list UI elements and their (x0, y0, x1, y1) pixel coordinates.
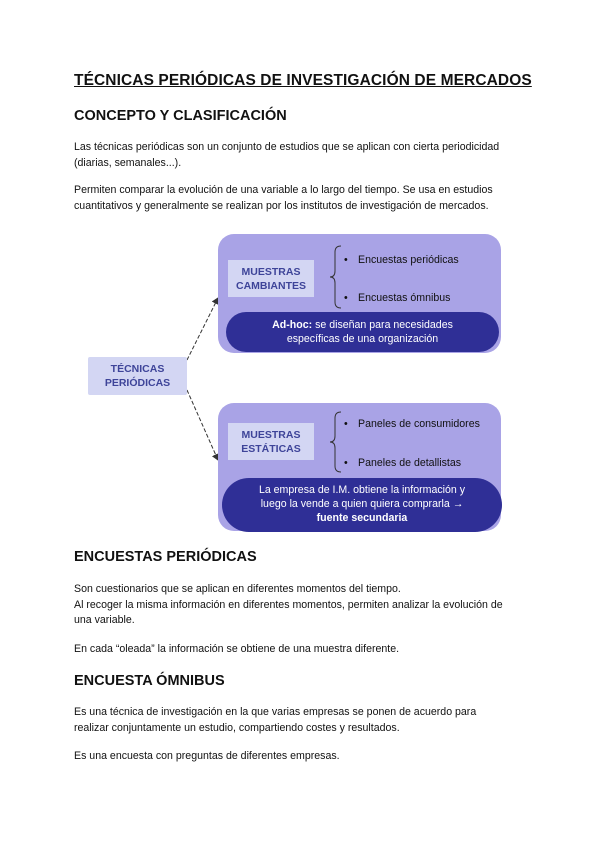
text-line: una variable. (74, 614, 135, 626)
brace-icon (329, 410, 343, 474)
list-item (344, 457, 461, 469)
bullet-icon: • (344, 457, 348, 469)
arrow-to-estaticas (187, 390, 218, 460)
note-ad-hoc (226, 312, 499, 352)
bullet-icon: • (344, 254, 348, 266)
note-fuente-secundaria (222, 478, 502, 532)
paragraph-encuestas-periodicas-1 (74, 582, 526, 629)
text-line: Al recoger la misma información en diferentes momentos, permiten analizar la evolución de (74, 598, 503, 611)
text-line: Es una encuesta con preguntas de diferentes empresas. (74, 750, 340, 762)
bullet-icon: • (344, 418, 348, 430)
bullet-icon: • (344, 292, 348, 304)
label-line: CAMBIANTES (236, 279, 306, 292)
list-item-label: Encuestas ómnibus (358, 292, 451, 304)
text-line: cuantitativos y generalmente se realizan por los institutos de investigación de mercados. (74, 199, 489, 212)
root-label-line: TÉCNICAS (110, 363, 165, 375)
text-line: Son cuestionarios que se aplican en diferentes momentos del tiempo. (74, 583, 401, 595)
label-muestras-estaticas (228, 423, 314, 460)
note-text: fuente secundaria (316, 512, 408, 524)
paragraph-encuesta-omnibus-2 (74, 749, 526, 765)
text-line: En cada “oleada” la información se obtiene de una muestra diferente. (74, 643, 400, 655)
paragraph-encuesta-omnibus-1 (74, 705, 526, 736)
heading-encuestas-periodicas: ENCUESTAS PERIÓDICAS (74, 549, 257, 565)
text-line: Es una técnica de investigación en la que varias empresas se ponen de acuerdo para (74, 706, 477, 718)
text-line: Permiten comparar la evolución de una variable a lo largo del tiempo. Se usa en estudios (74, 184, 493, 196)
list-item-label: Paneles de consumidores (358, 418, 480, 430)
paragraph-concepto-1 (74, 140, 526, 171)
note-text: La empresa de I.M. obtiene la información y (258, 484, 466, 496)
label-line: ESTÁTICAS (241, 442, 301, 455)
list-item (344, 254, 459, 266)
heading-encuesta-omnibus: ENCUESTA ÓMNIBUS (74, 673, 225, 689)
list-item-label: Encuestas periódicas (358, 254, 459, 266)
note-text: específicas de una organización (286, 333, 439, 345)
paragraph-concepto-2 (74, 183, 526, 214)
root-label-line: PERIÓDICAS (104, 377, 171, 389)
list-item-label: Paneles de detallistas (358, 457, 462, 469)
heading-concepto: CONCEPTO Y CLASIFICACIÓN (74, 108, 287, 124)
list-item (344, 418, 480, 430)
arrow-to-cambiantes (187, 298, 218, 360)
text-line: Las técnicas periódicas son un conjunto de estudios que se aplican con cierta periodicidad (74, 141, 500, 153)
note-bold: Ad-hoc: (272, 319, 313, 331)
page-title: TÉCNICAS PERIÓDICAS DE INVESTIGACIÓN DE MERCADOS (74, 72, 532, 89)
label-line: MUESTRAS (241, 428, 301, 441)
note-text: luego la vende a quien quiera comprarla → (260, 498, 464, 510)
root-tecnicas-periodicas (88, 357, 187, 395)
note-text: se diseñan para necesidades (312, 319, 453, 331)
paragraph-encuestas-periodicas-2 (74, 642, 526, 658)
brace-icon (329, 244, 343, 310)
list-item (344, 292, 450, 304)
text-line: realizar conjuntamente un estudio, compartiendo costes y resultados. (74, 721, 400, 734)
text-line: (diarias, semanales...). (74, 156, 182, 169)
label-line: MUESTRAS (241, 265, 301, 278)
label-muestras-cambiantes (228, 260, 314, 297)
